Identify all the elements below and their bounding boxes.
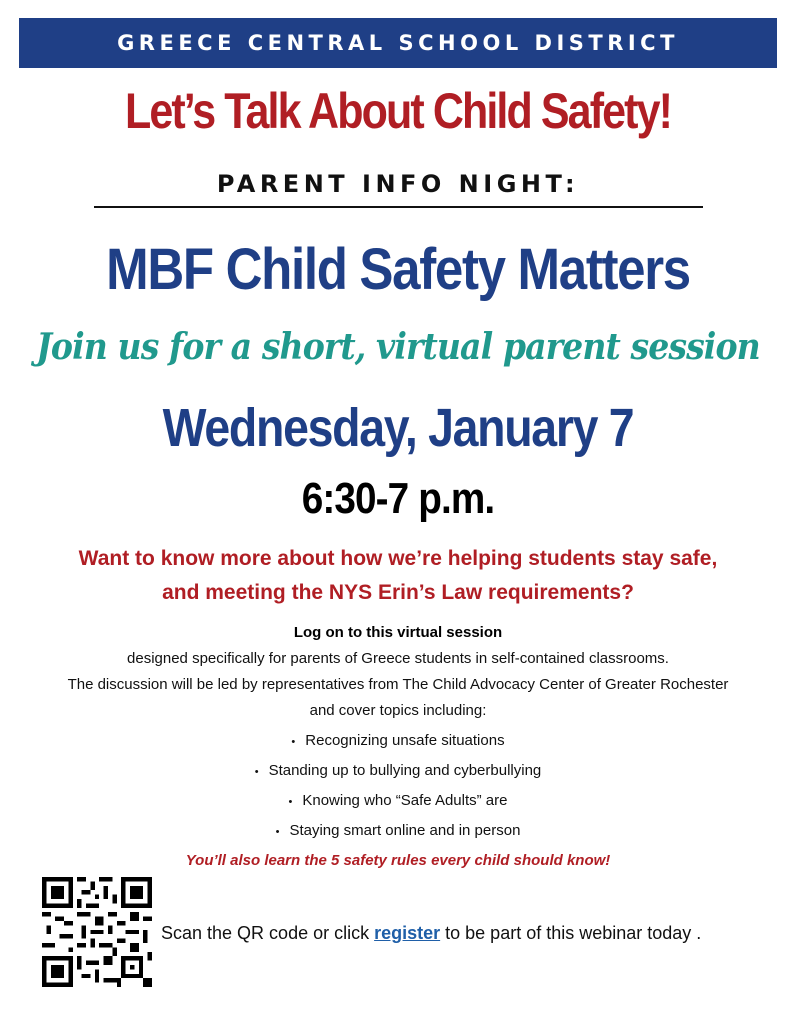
program-title: MBF Child Safety Matters: [106, 237, 690, 302]
register-prompt: [161, 923, 701, 944]
qr-code-icon[interactable]: [42, 877, 152, 987]
list-item: [0, 760, 796, 790]
event-date: Wednesday, January 7: [162, 398, 634, 458]
prompt-after: to be part of this webinar today .: [440, 923, 702, 943]
bullet-icon: •: [254, 766, 259, 778]
district-banner: [19, 18, 777, 68]
topic-text: Standing up to bullying and cyberbullying: [268, 762, 542, 779]
question-line-2: and meeting the NYS Erin’s Law requirements?: [162, 581, 634, 604]
topic-text: Recognizing unsafe situations: [305, 732, 505, 749]
topic-list: [0, 730, 796, 850]
list-item: [0, 790, 796, 820]
prompt-before: Scan the QR code or click: [161, 923, 375, 943]
register-link[interactable]: register: [374, 923, 441, 943]
details-line-1: designed specifically for parents of Greece students in self-contained classrooms.: [127, 650, 669, 667]
details-line-2: The discussion will be led by representatives from The Child Advocacy Center of Greater Rochester: [67, 676, 729, 693]
details-lead: Log on to this virtual session: [293, 624, 503, 641]
bullet-icon: •: [288, 796, 293, 808]
list-item: [0, 820, 796, 850]
district-name: GREECE CENTRAL SCHOOL DISTRICT: [117, 31, 679, 55]
invite-line: Join us for a short, virtual parent session: [36, 326, 760, 368]
closing-note: You’ll also learn the 5 safety rules every child should know!: [185, 852, 611, 869]
topic-text: Knowing who “Safe Adults” are: [302, 792, 508, 809]
details-line-3: and cover topics including:: [309, 702, 487, 719]
bullet-icon: •: [291, 736, 296, 748]
bullet-icon: •: [275, 826, 280, 838]
divider: [94, 206, 703, 208]
event-time: 6:30-7 p.m.: [301, 474, 495, 523]
subhead: PARENT INFO NIGHT:: [216, 170, 580, 198]
list-item: [0, 730, 796, 760]
headline: Let’s Talk About Child Safety!: [124, 83, 672, 139]
question-line-1: Want to know more about how we’re helping students stay safe,: [78, 547, 718, 570]
topic-text: Staying smart online and in person: [289, 822, 521, 839]
